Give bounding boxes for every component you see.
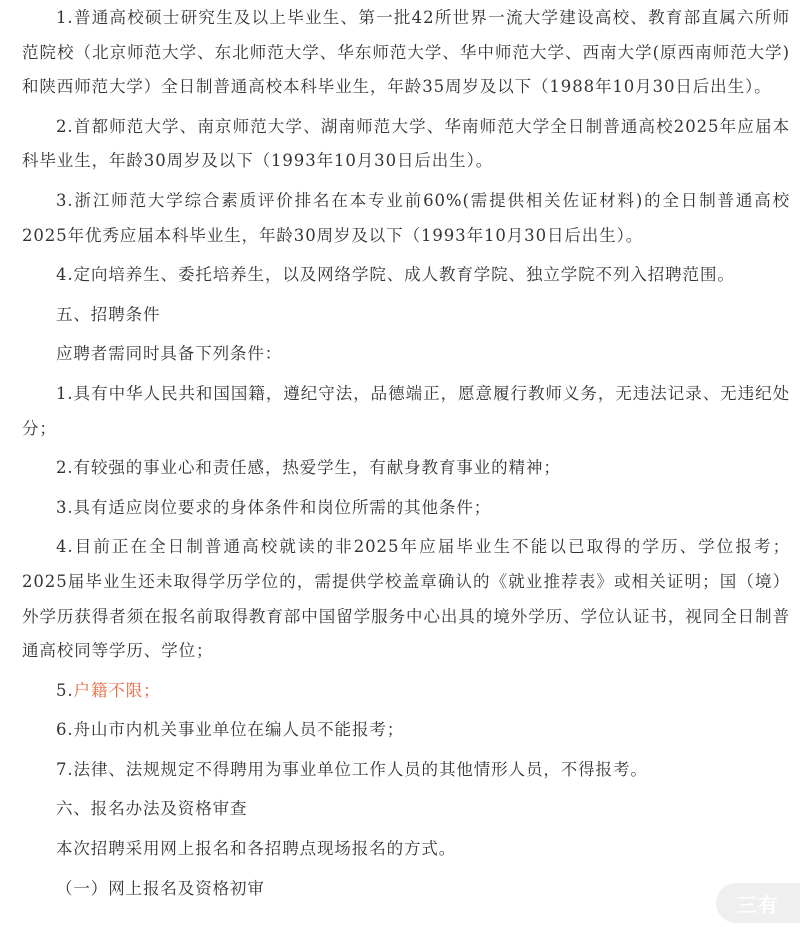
registration-method: 本次招聘采用网上报名和各招聘点现场报名的方式。 [56, 839, 457, 859]
condition-2: 2.有较强的事业心和责任感，热爱学生，有献身教育事业的精神； [56, 458, 561, 478]
conditions-intro: 应聘者需同时具备下列条件： [56, 344, 283, 364]
paragraph-3: 3.浙江师范大学综合素质评价排名在本专业前60%(需提供相关佐证材料)的全日制普通高校2025年优秀应届本科毕业生，年龄30周岁及以下（1993年10月30日后出生）。 [22, 190, 790, 245]
condition-1: 1.具有中华人民共和国国籍，遵纪守法，品德端正，愿意履行教师义务，无违法记录、无违纪处分； [22, 383, 790, 438]
condition-4: 4.目前正在全日制普通高校就读的非2025年应届毕业生不能以已取得的学历、学位报考；2025届毕业生还未取得学历学位的，需提供学校盖章确认的《就业推荐表》或相关证明；国（境）外学历获得者须在报名前取得教育部中国留学服务中心出具的境外学历、学位认证书，视同全日制普通高校同等学历、学位； [22, 537, 790, 661]
section-heading-5: 五、招聘条件 [56, 304, 161, 324]
subsection-heading-online: （一）网上报名及资格初审 [56, 878, 265, 898]
watermark-logo: 三有 [716, 883, 800, 923]
section-heading-6: 六、报名办法及资格审查 [56, 799, 248, 819]
paragraph-4: 4.定向培养生、委托培养生，以及网络学院、成人教育学院、独立学院不列入招聘范围。 [56, 265, 735, 285]
paragraph-2: 2.首都师范大学、南京师范大学、湖南师范大学、华南师范大学全日制普通高校2025年应届本科毕业生，年龄30周岁及以下（1993年10月30日后出生）。 [22, 116, 790, 171]
condition-7: 7.法律、法规规定不得聘用为事业单位工作人员的其他情形人员，不得报考。 [56, 759, 648, 779]
condition-5-number: 5. [56, 680, 74, 700]
condition-5-highlight: 户籍不限； [73, 680, 161, 700]
paragraph-1: 1.普通高校硕士研究生及以上毕业生、第一批42所世界一流大学建设高校、教育部直属六所师范院校（北京师范大学、东北师范大学、华东师范大学、华中师范大学、西南大学(原西南师范大学)和陕西师范大学）全日制普通高校本科毕业生，年龄35周岁及以下（1988年10月30日后出生）。 [22, 8, 790, 97]
condition-6: 6.舟山市内机关事业单位在编人员不能报考； [56, 720, 405, 740]
condition-3: 3.具有适应岗位要求的身体条件和岗位所需的其他条件； [56, 497, 492, 517]
condition-5 [0, 674, 800, 709]
